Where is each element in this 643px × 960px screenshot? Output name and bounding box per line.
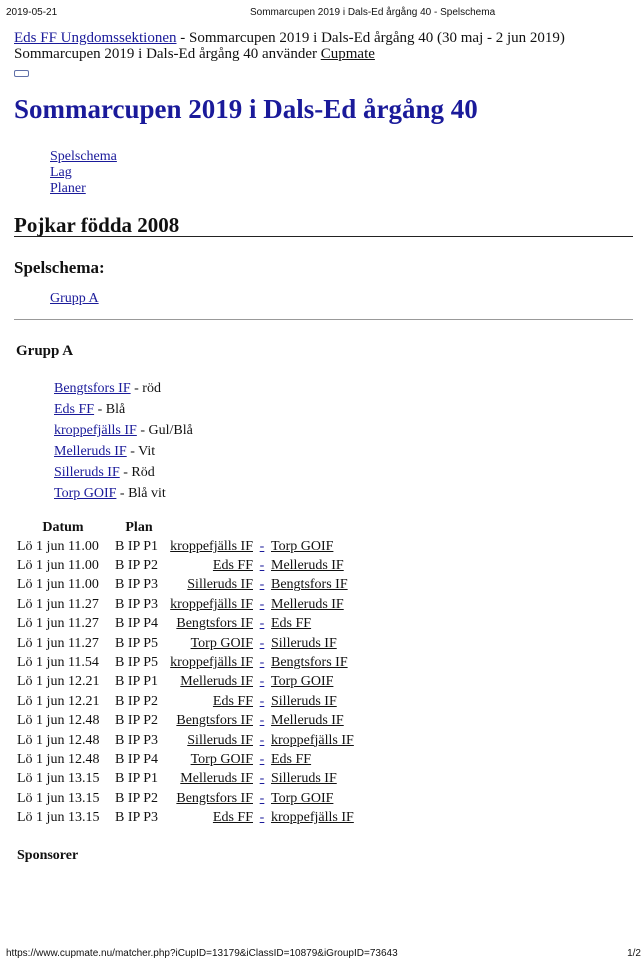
table-row bbox=[14, 615, 364, 634]
schedule-table bbox=[14, 518, 364, 828]
home-team-link[interactable]: kroppefjälls IF bbox=[170, 596, 253, 612]
group-link[interactable]: Grupp A bbox=[50, 291, 99, 306]
away-cell bbox=[268, 692, 364, 711]
match-date: Lö 1 jun 11.54 bbox=[17, 655, 99, 671]
match-link[interactable]: - bbox=[259, 751, 265, 767]
table-row bbox=[14, 673, 364, 692]
away-team-link[interactable]: Torp GOIF bbox=[271, 538, 334, 554]
nav-link-planer[interactable]: Planer bbox=[50, 181, 86, 196]
match-link[interactable]: - bbox=[259, 693, 265, 709]
away-cell bbox=[268, 653, 364, 672]
away-team-link[interactable]: Silleruds IF bbox=[271, 771, 337, 787]
team-color: - röd bbox=[130, 381, 161, 396]
home-cell bbox=[166, 750, 256, 769]
team-item bbox=[54, 441, 193, 462]
home-team-link[interactable]: kroppefjälls IF bbox=[170, 538, 253, 554]
home-cell bbox=[166, 770, 256, 789]
away-team-link[interactable]: kroppefjälls IF bbox=[271, 732, 354, 748]
table-row bbox=[14, 770, 364, 789]
home-cell bbox=[166, 576, 256, 595]
cupmate-line bbox=[14, 46, 375, 62]
match-link[interactable]: - bbox=[259, 616, 265, 632]
sep-cell bbox=[256, 556, 268, 575]
table-header-row bbox=[14, 518, 364, 537]
sep-cell bbox=[256, 634, 268, 653]
team-link[interactable]: Melleruds IF bbox=[54, 444, 127, 459]
sep-cell bbox=[256, 770, 268, 789]
away-team-link[interactable]: Silleruds IF bbox=[271, 635, 337, 651]
table-row bbox=[14, 595, 364, 614]
print-header bbox=[0, 7, 643, 21]
team-link[interactable]: Silleruds IF bbox=[54, 465, 120, 480]
match-link[interactable]: - bbox=[259, 790, 265, 806]
event-info: - Sommarcupen 2019 i Dals-Ed årgång 40 (30 maj - 2 jun 2019) bbox=[176, 30, 565, 46]
match-field: B IP P3 bbox=[115, 732, 159, 748]
team-item bbox=[54, 420, 193, 441]
match-link[interactable]: - bbox=[259, 635, 265, 651]
page-title: Sommarcupen 2019 i Dals-Ed årgång 40 bbox=[14, 94, 478, 124]
match-date: Lö 1 jun 11.27 bbox=[17, 596, 99, 612]
match-field: B IP P5 bbox=[115, 635, 159, 651]
home-team-link[interactable]: Melleruds IF bbox=[180, 674, 253, 690]
match-link[interactable]: - bbox=[259, 810, 265, 826]
table-row bbox=[14, 576, 364, 595]
away-team-link[interactable]: Eds FF bbox=[271, 751, 312, 767]
sep-cell bbox=[256, 537, 268, 556]
team-item bbox=[54, 483, 193, 504]
sponsors-title: Sponsorer bbox=[17, 848, 79, 863]
away-cell bbox=[268, 770, 364, 789]
sep-cell bbox=[256, 576, 268, 595]
home-team-link[interactable]: Eds FF bbox=[212, 558, 253, 574]
schedule-body bbox=[14, 537, 364, 828]
match-field: B IP P4 bbox=[115, 616, 159, 632]
match-field: B IP P2 bbox=[115, 558, 159, 574]
match-field: B IP P2 bbox=[115, 790, 159, 806]
away-cell bbox=[268, 712, 364, 731]
team-color: - Blå bbox=[94, 402, 126, 417]
divider bbox=[14, 319, 633, 320]
home-team-link[interactable]: Torp GOIF bbox=[190, 751, 253, 767]
team-link[interactable]: Bengtsfors IF bbox=[54, 381, 131, 396]
team-item bbox=[54, 462, 193, 483]
match-date: Lö 1 jun 12.48 bbox=[17, 713, 100, 729]
team-link[interactable]: kroppefjälls IF bbox=[54, 423, 137, 438]
match-date: Lö 1 jun 12.21 bbox=[17, 693, 100, 709]
match-field: B IP P1 bbox=[115, 674, 159, 690]
match-link[interactable]: - bbox=[259, 538, 265, 554]
home-cell bbox=[166, 712, 256, 731]
page-number: 1/2 bbox=[627, 948, 641, 959]
table-row bbox=[14, 537, 364, 556]
table-row bbox=[14, 731, 364, 750]
team-color: - Vit bbox=[126, 444, 156, 459]
away-team-link[interactable]: kroppefjälls IF bbox=[271, 810, 354, 826]
home-team-link[interactable]: Eds FF bbox=[212, 693, 253, 709]
org-link[interactable]: Eds FF Ungdomssektionen bbox=[14, 30, 177, 46]
match-link[interactable]: - bbox=[259, 596, 265, 612]
match-link[interactable]: - bbox=[259, 771, 265, 787]
home-team-link[interactable]: Eds FF bbox=[212, 810, 253, 826]
match-field: B IP P2 bbox=[115, 713, 159, 729]
match-date: Lö 1 jun 13.15 bbox=[17, 790, 100, 806]
match-date: Lö 1 jun 12.48 bbox=[17, 751, 100, 767]
away-team-link[interactable]: Melleruds IF bbox=[271, 596, 344, 612]
match-date: Lö 1 jun 11.00 bbox=[17, 577, 99, 593]
match-date: Lö 1 jun 12.21 bbox=[17, 674, 100, 690]
sep-cell bbox=[256, 673, 268, 692]
away-team-link[interactable]: Torp GOIF bbox=[271, 790, 334, 806]
sep-cell bbox=[256, 615, 268, 634]
match-field: B IP P4 bbox=[115, 751, 159, 767]
home-team-link[interactable]: Bengtsfors IF bbox=[176, 790, 253, 806]
nav-link-spelschema[interactable]: Spelschema bbox=[50, 149, 117, 164]
away-team-link[interactable]: Melleruds IF bbox=[271, 558, 344, 574]
away-cell bbox=[268, 731, 364, 750]
away-team-link[interactable]: Melleruds IF bbox=[271, 713, 344, 729]
sep-cell bbox=[256, 731, 268, 750]
team-item bbox=[54, 378, 193, 399]
match-link[interactable]: - bbox=[259, 713, 265, 729]
away-team-link[interactable]: Eds FF bbox=[271, 616, 312, 632]
menu-toggle-button[interactable] bbox=[14, 70, 29, 77]
match-field: B IP P3 bbox=[115, 577, 159, 593]
nav-link-lag[interactable]: Lag bbox=[50, 165, 72, 180]
team-color: - Röd bbox=[119, 465, 155, 480]
home-team-link[interactable]: Torp GOIF bbox=[190, 635, 253, 651]
match-field: B IP P1 bbox=[115, 538, 159, 554]
match-link[interactable]: - bbox=[259, 655, 265, 671]
match-date: Lö 1 jun 13.15 bbox=[17, 810, 100, 826]
away-cell bbox=[268, 808, 364, 827]
away-cell bbox=[268, 750, 364, 769]
home-cell bbox=[166, 556, 256, 575]
table-row bbox=[14, 556, 364, 575]
sep-cell bbox=[256, 789, 268, 808]
sep-cell bbox=[256, 692, 268, 711]
section-title: Pojkar födda 2008 bbox=[14, 213, 180, 237]
away-cell bbox=[268, 537, 364, 556]
team-item bbox=[54, 399, 193, 420]
divider bbox=[14, 236, 633, 237]
sep-cell bbox=[256, 595, 268, 614]
table-row bbox=[14, 712, 364, 731]
schedule-heading: Spelschema: bbox=[14, 258, 105, 277]
nav-menu bbox=[50, 149, 117, 197]
cupmate-link[interactable]: Cupmate bbox=[320, 46, 375, 62]
match-link[interactable]: - bbox=[259, 558, 265, 574]
home-cell bbox=[166, 731, 256, 750]
home-cell bbox=[166, 808, 256, 827]
team-link[interactable]: Eds FF bbox=[54, 402, 95, 417]
match-link[interactable]: - bbox=[259, 577, 265, 593]
print-title: Sommarcupen 2019 i Dals-Ed årgång 40 - Spelschema bbox=[250, 7, 496, 18]
match-date: Lö 1 jun 11.00 bbox=[17, 558, 99, 574]
match-field: B IP P3 bbox=[115, 596, 159, 612]
table-row bbox=[14, 653, 364, 672]
home-team-link[interactable]: kroppefjälls IF bbox=[170, 655, 253, 671]
home-cell bbox=[166, 692, 256, 711]
sep-cell bbox=[256, 750, 268, 769]
table-row bbox=[14, 808, 364, 827]
home-cell bbox=[166, 615, 256, 634]
team-color: - Blå vit bbox=[116, 486, 166, 501]
away-team-link[interactable]: Torp GOIF bbox=[271, 674, 334, 690]
column-header-datum: Datum bbox=[42, 519, 84, 535]
home-team-link[interactable]: Silleruds IF bbox=[187, 732, 253, 748]
column-header-plan: Plan bbox=[125, 519, 153, 535]
home-team-link[interactable]: Melleruds IF bbox=[180, 771, 253, 787]
match-date: Lö 1 jun 11.27 bbox=[17, 635, 99, 651]
match-field: B IP P3 bbox=[115, 810, 159, 826]
sep-cell bbox=[256, 712, 268, 731]
match-field: B IP P5 bbox=[115, 655, 159, 671]
away-cell bbox=[268, 576, 364, 595]
away-team-link[interactable]: Bengtsfors IF bbox=[271, 655, 348, 671]
match-link[interactable]: - bbox=[259, 674, 265, 690]
home-cell bbox=[166, 789, 256, 808]
match-field: B IP P2 bbox=[115, 693, 159, 709]
print-url: https://www.cupmate.nu/matcher.php?iCupID=13179&iClassID=10879&iGroupID=73643 bbox=[6, 948, 398, 959]
away-cell bbox=[268, 634, 364, 653]
away-cell bbox=[268, 673, 364, 692]
team-color: - Gul/Blå bbox=[136, 423, 193, 438]
home-cell bbox=[166, 537, 256, 556]
print-date: 2019-05-21 bbox=[6, 7, 58, 18]
home-team-link[interactable]: Silleruds IF bbox=[187, 577, 253, 593]
breadcrumb bbox=[14, 30, 565, 46]
match-date: Lö 1 jun 13.15 bbox=[17, 771, 100, 787]
table-row bbox=[14, 750, 364, 769]
match-date: Lö 1 jun 12.48 bbox=[17, 732, 100, 748]
match-link[interactable]: - bbox=[259, 732, 265, 748]
home-cell bbox=[166, 653, 256, 672]
team-list bbox=[54, 378, 193, 504]
uses-text: Sommarcupen 2019 i Dals-Ed årgång 40 använder bbox=[14, 46, 321, 62]
match-date: Lö 1 jun 11.00 bbox=[17, 538, 99, 554]
sep-cell bbox=[256, 653, 268, 672]
table-row bbox=[14, 634, 364, 653]
away-cell bbox=[268, 615, 364, 634]
away-team-link[interactable]: Bengtsfors IF bbox=[271, 577, 348, 593]
table-row bbox=[14, 692, 364, 711]
home-cell bbox=[166, 634, 256, 653]
home-team-link[interactable]: Bengtsfors IF bbox=[176, 713, 253, 729]
away-cell bbox=[268, 556, 364, 575]
away-team-link[interactable]: Silleruds IF bbox=[271, 693, 337, 709]
team-link[interactable]: Torp GOIF bbox=[54, 486, 117, 501]
away-cell bbox=[268, 789, 364, 808]
away-cell bbox=[268, 595, 364, 614]
group-title: Grupp A bbox=[16, 343, 74, 359]
home-cell bbox=[166, 595, 256, 614]
match-field: B IP P1 bbox=[115, 771, 159, 787]
print-footer bbox=[0, 948, 643, 960]
home-cell bbox=[166, 673, 256, 692]
sep-cell bbox=[256, 808, 268, 827]
home-team-link[interactable]: Bengtsfors IF bbox=[176, 616, 253, 632]
match-date: Lö 1 jun 11.27 bbox=[17, 616, 99, 632]
table-row bbox=[14, 789, 364, 808]
